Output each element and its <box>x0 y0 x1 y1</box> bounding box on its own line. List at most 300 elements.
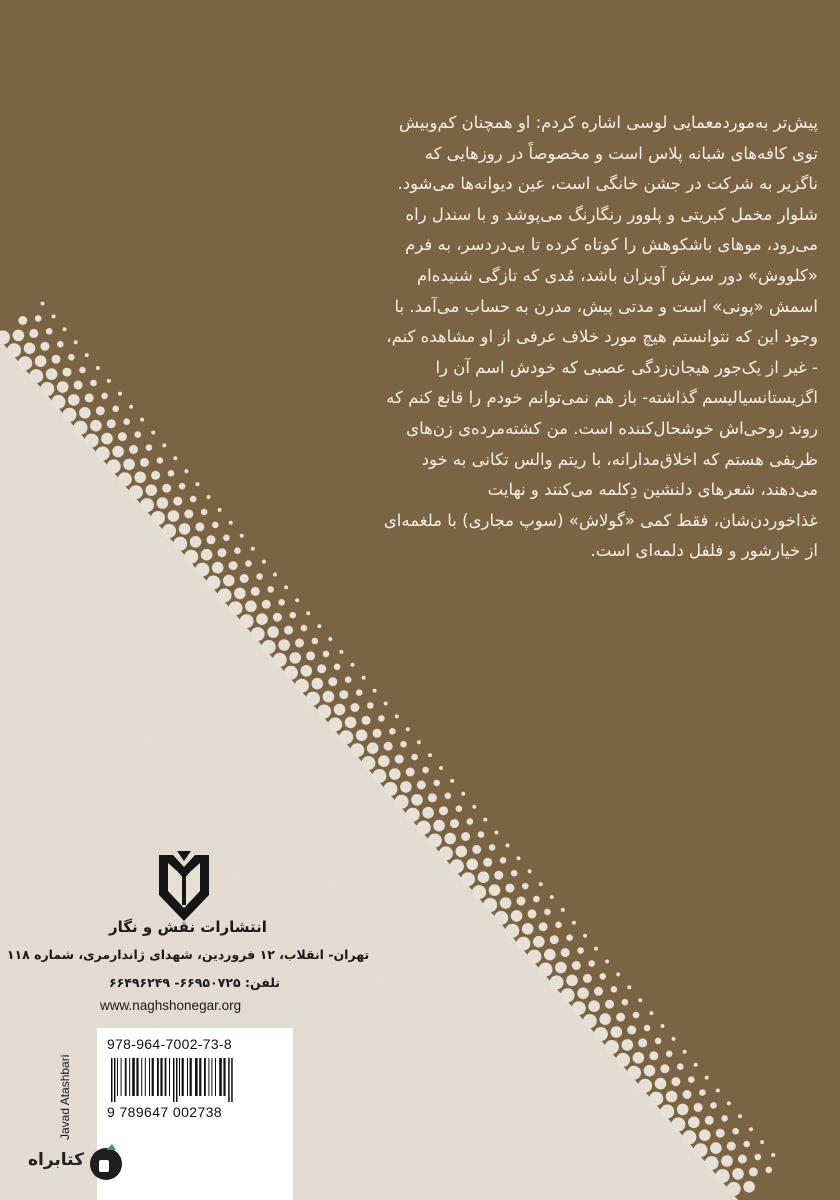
halftone-dot <box>339 730 353 744</box>
halftone-dot <box>406 808 420 822</box>
halftone-dot <box>162 484 171 493</box>
halftone-dot <box>627 1026 636 1035</box>
halftone-dot <box>638 998 642 1002</box>
halftone-dot <box>644 1065 656 1077</box>
halftone-dot <box>350 743 364 757</box>
halftone-dot <box>660 1064 669 1073</box>
halftone-dot <box>96 447 110 461</box>
blurb-line: غذاخوردن‌شان، فقط کمی «گولاش» (سوپ مجاری) با ملغمه‌ای <box>383 510 818 530</box>
halftone-dot <box>79 407 91 419</box>
halftone-dot <box>129 485 143 499</box>
halftone-dot <box>533 936 545 948</box>
halftone-dot <box>627 1066 641 1080</box>
halftone-dot <box>13 330 25 342</box>
blurb-line: توی کافه‌های شبانه پلاس است و مخصوصاً در روزهایی که <box>424 143 818 163</box>
blurb-line: می‌دهند، شعرهای دلنشین دِکلمه می‌کنند و نهایت <box>487 480 818 500</box>
barcode-bar <box>169 1058 170 1096</box>
halftone-dot <box>118 432 127 441</box>
halftone-dot <box>749 1167 758 1176</box>
halftone-dot <box>212 522 219 529</box>
halftone-dot <box>118 392 122 396</box>
blurb-line: پیش‌تر به‌موردمعمایی لوسی اشاره کردم: او همچنان کم‌وبیش <box>398 113 818 132</box>
halftone-dot <box>583 974 592 983</box>
halftone-dot <box>649 1051 658 1060</box>
halftone-dot <box>428 793 437 802</box>
halftone-dot <box>140 498 154 512</box>
halftone-dot <box>622 999 629 1006</box>
halftone-dot <box>378 715 385 722</box>
halftone-dot <box>710 1142 722 1154</box>
halftone-dot <box>184 550 198 564</box>
blurb-line: شلوار مخمل کبریتی و پلوور رنگارنگ می‌پوشد و با سندل راه <box>405 204 818 224</box>
halftone-dot <box>35 355 47 367</box>
halftone-dot <box>190 536 202 548</box>
halftone-dot <box>168 470 175 477</box>
halftone-dot <box>583 934 587 938</box>
halftone-dot <box>671 1117 685 1131</box>
halftone-dot <box>79 367 86 374</box>
barcode-bar <box>160 1058 162 1096</box>
halftone-dot <box>40 382 54 396</box>
halftone-dot <box>312 638 319 645</box>
halftone-dot <box>301 665 313 677</box>
halftone-dot <box>467 859 479 871</box>
halftone-dot <box>422 767 429 774</box>
halftone-dot <box>727 1142 736 1151</box>
halftone-dot <box>328 677 337 686</box>
halftone-dot <box>85 353 89 357</box>
halftone-dot <box>688 1076 695 1083</box>
halftone-dot <box>63 408 77 422</box>
designer-credit: Javad Atashbari <box>58 1054 72 1140</box>
publisher-logo-icon <box>155 845 213 923</box>
halftone-dot <box>616 972 620 976</box>
halftone-dot <box>721 1115 728 1122</box>
halftone-dot <box>566 934 573 941</box>
halftone-dot <box>771 1153 775 1157</box>
halftone-dot <box>345 717 357 729</box>
halftone-dot <box>699 1129 711 1141</box>
halftone-dot <box>528 869 532 873</box>
halftone-dot <box>184 510 193 519</box>
halftone-dot <box>444 833 456 845</box>
halftone-dot <box>644 1025 651 1032</box>
halftone-dot <box>328 717 342 731</box>
halftone-dot <box>472 805 476 809</box>
barcode-bar <box>187 1058 188 1096</box>
halftone-dot <box>179 483 186 490</box>
halftone-dot <box>372 769 386 783</box>
halftone-dot <box>245 560 252 567</box>
halftone-dot <box>123 418 130 425</box>
halftone-dot <box>284 666 298 680</box>
halftone-dot <box>599 1013 611 1025</box>
halftone-dot <box>456 805 463 812</box>
halftone-dot <box>212 562 224 574</box>
halftone-dot <box>85 434 99 448</box>
halftone-dot <box>295 598 299 602</box>
halftone-dot <box>389 728 396 735</box>
halftone-dot <box>195 563 209 577</box>
halftone-dot <box>406 727 410 731</box>
barcode-bar <box>117 1058 118 1096</box>
halftone-dot <box>467 818 474 825</box>
halftone-dot <box>146 484 158 496</box>
halftone-dot <box>594 987 603 996</box>
barcode-bar <box>195 1058 198 1096</box>
halftone-dot <box>522 923 534 935</box>
barcode-bar <box>125 1058 127 1096</box>
halftone-dot <box>555 962 567 974</box>
halftone-dot <box>561 948 570 957</box>
halftone-dot <box>439 846 453 860</box>
halftone-dot <box>527 950 541 964</box>
halftone-dot <box>577 947 584 954</box>
halftone-dot <box>356 730 368 742</box>
halftone-dot <box>494 911 508 925</box>
halftone-dot <box>450 779 454 783</box>
halftone-dot <box>395 714 399 718</box>
halftone-dot <box>57 381 69 393</box>
halftone-dot <box>256 573 263 580</box>
halftone-dot <box>461 792 465 796</box>
barcode-bar <box>182 1058 184 1096</box>
barcode-bar <box>141 1058 142 1096</box>
halftone-dot <box>611 986 618 993</box>
halftone-dot <box>328 637 332 641</box>
halftone-dot <box>550 975 564 989</box>
halftone-dot <box>295 639 304 648</box>
halftone-dot <box>517 856 521 860</box>
barcode-bar <box>208 1058 209 1096</box>
halftone-dot <box>162 443 166 447</box>
halftone-dot <box>505 924 519 938</box>
halftone-dot <box>755 1154 762 1161</box>
halftone-dot <box>500 857 507 864</box>
halftone-dot <box>306 611 310 615</box>
halftone-dot <box>68 394 80 406</box>
halftone-dot <box>417 740 421 744</box>
halftone-dot <box>743 1141 750 1148</box>
barcode-bar <box>215 1058 216 1096</box>
blurb-line: از خیارشور و فلفل دلمه‌ای است. <box>590 541 818 561</box>
publisher-address: تهران- انقلاب، ۱۲ فروردین، شهدای ژاندارمری، شماره ۱۱۸ <box>6 947 370 962</box>
halftone-dot <box>151 471 160 480</box>
halftone-dot <box>716 1169 730 1183</box>
halftone-dot <box>290 612 297 619</box>
halftone-dot <box>688 1117 700 1129</box>
halftone-dot <box>594 947 598 951</box>
halftone-dot <box>450 859 464 873</box>
halftone-dot <box>240 614 254 628</box>
halftone-dot <box>134 472 146 484</box>
halftone-dot <box>362 716 371 725</box>
publisher-name: انتشارات نقش و نگار <box>109 918 267 936</box>
halftone-dot <box>312 678 324 690</box>
halftone-dot <box>666 1091 678 1103</box>
barcode-digits: 9 789647 002738 <box>107 1104 222 1120</box>
halftone-dot <box>179 523 191 535</box>
halftone-dot <box>494 871 503 880</box>
halftone-dot <box>400 741 407 748</box>
halftone-dot <box>267 626 279 638</box>
halftone-dot <box>157 457 164 464</box>
halftone-dot <box>622 1039 634 1051</box>
halftone-dot <box>229 521 233 525</box>
halftone-dot <box>605 1000 614 1009</box>
halftone-dot <box>18 356 32 370</box>
halftone-dot <box>494 831 498 835</box>
halftone-dot <box>317 624 321 628</box>
halftone-dot <box>539 882 543 886</box>
halftone-dot <box>18 316 27 325</box>
halftone-dot <box>461 872 475 886</box>
halftone-dot <box>522 883 529 890</box>
barcode-bar <box>157 1058 159 1096</box>
halftone-dot <box>35 315 42 322</box>
blurb-line: روند روحی‌اش خوشحال‌کننده است. من کشته‌مرده‌ی زن‌های <box>406 418 818 438</box>
halftone-dot <box>373 689 377 693</box>
halftone-dot <box>478 831 485 838</box>
halftone-dot <box>74 340 78 344</box>
halftone-dot <box>677 1063 684 1070</box>
halftone-dot <box>41 302 45 306</box>
ketabrah-label: کتابراه <box>27 1150 84 1170</box>
barcode-bar <box>231 1058 233 1102</box>
halftone-dot <box>52 355 61 364</box>
halftone-dot <box>295 679 309 693</box>
halftone-dot <box>544 949 556 961</box>
halftone-dot <box>732 1168 744 1180</box>
halftone-dot <box>334 664 341 671</box>
halftone-dot <box>29 329 38 338</box>
halftone-dot <box>201 509 208 516</box>
halftone-dot <box>63 327 67 331</box>
halftone-dot <box>96 406 105 415</box>
barcode-bar <box>204 1058 206 1096</box>
halftone-dot <box>218 588 232 602</box>
halftone-dot <box>229 561 238 570</box>
halftone-dot <box>323 651 330 658</box>
halftone-dot <box>118 472 132 486</box>
halftone-dot <box>207 495 211 499</box>
halftone-dot <box>572 921 576 925</box>
halftone-dot <box>638 1038 647 1047</box>
halftone-dot <box>74 381 83 390</box>
halftone-dot <box>345 676 352 683</box>
halftone-dot <box>616 1053 630 1067</box>
publisher-website[interactable]: www.naghshonegar.org <box>100 998 242 1013</box>
halftone-dot <box>666 1051 673 1058</box>
halftone-dot <box>694 1143 708 1157</box>
halftone-dot <box>533 896 540 903</box>
halftone-dot <box>361 756 375 770</box>
halftone-dot <box>661 1024 665 1028</box>
halftone-dot <box>384 742 393 751</box>
halftone-dot <box>68 354 75 361</box>
halftone-dot <box>516 937 530 951</box>
halftone-dot <box>129 405 133 409</box>
halftone-dot <box>129 445 138 454</box>
halftone-dot <box>234 588 246 600</box>
halftone-dot <box>655 1038 662 1045</box>
halftone-dot <box>317 705 331 719</box>
halftone-dot <box>633 1012 640 1019</box>
halftone-dot <box>411 794 423 806</box>
halftone-dot <box>256 613 268 625</box>
halftone-dot <box>588 960 595 967</box>
halftone-dot <box>157 497 169 509</box>
halftone-dot <box>605 960 609 964</box>
barcode-bar <box>145 1058 146 1096</box>
halftone-dot <box>716 1129 725 1138</box>
halftone-dot <box>289 652 301 664</box>
barcode-bar <box>173 1058 175 1102</box>
halftone-dot <box>505 884 514 893</box>
halftone-dot <box>478 871 490 883</box>
halftone-dot <box>694 1063 698 1067</box>
halftone-dot <box>450 819 459 828</box>
halftone-dot <box>206 576 220 590</box>
halftone-dot <box>240 534 244 538</box>
halftone-dot <box>694 1103 703 1112</box>
halftone-dot <box>749 1127 753 1131</box>
halftone-dot <box>384 782 398 796</box>
barcode-bar <box>121 1058 122 1096</box>
halftone-dot <box>705 1076 709 1080</box>
halftone-dot <box>46 368 58 380</box>
halftone-dot <box>57 341 64 348</box>
halftone-dot <box>135 431 142 438</box>
halftone-dot <box>705 1156 719 1170</box>
halftone-dot <box>594 1027 608 1041</box>
halftone-dot <box>301 625 308 632</box>
halftone-dot <box>766 1167 773 1174</box>
blurb-line: - غیر از یک‌جور هیجان‌زدگی عصبی که خودش اسم آن را <box>435 357 818 377</box>
halftone-dot <box>561 908 565 912</box>
halftone-dot <box>40 342 49 351</box>
halftone-dot <box>107 379 111 383</box>
blurb-line: ناگزیر به شرکت در جشن خانگی است، عین دیوانه‌ها می‌شود. <box>397 174 818 194</box>
halftone-dot <box>234 547 241 554</box>
halftone-dot <box>395 795 409 809</box>
halftone-dot <box>422 807 434 819</box>
halftone-dot <box>63 368 72 377</box>
halftone-dot <box>732 1128 739 1135</box>
halftone-dot <box>671 1077 680 1086</box>
halftone-dot <box>90 380 97 387</box>
halftone-dot <box>660 1105 674 1119</box>
halftone-dot <box>483 858 492 867</box>
halftone-dot <box>539 922 548 931</box>
halftone-dot <box>483 898 497 912</box>
halftone-dot <box>400 781 412 793</box>
halftone-dot <box>223 575 235 587</box>
halftone-dot <box>705 1116 714 1125</box>
barcode-bar <box>179 1058 180 1096</box>
barcode-bar <box>190 1058 192 1096</box>
halftone-dot <box>472 845 481 854</box>
halftone-dot <box>550 895 554 899</box>
halftone-dot <box>743 1181 755 1193</box>
halftone-dot <box>367 742 379 754</box>
halftone-dot <box>350 703 359 712</box>
halftone-dot <box>627 985 631 989</box>
halftone-dot <box>140 458 149 467</box>
halftone-dot <box>489 844 496 851</box>
barcode-bar <box>211 1058 212 1096</box>
halftone-dot <box>29 369 43 383</box>
halftone-dot <box>146 444 153 451</box>
halftone-dot <box>284 585 288 589</box>
halftone-dot <box>389 768 401 780</box>
halftone-dot <box>544 909 551 916</box>
halftone-dot <box>229 601 243 615</box>
halftone-dot <box>417 780 426 789</box>
halftone-dot <box>561 988 575 1002</box>
halftone-dot <box>96 366 100 370</box>
halftone-dot <box>439 806 448 815</box>
halftone-dot <box>74 421 88 435</box>
halftone-dot <box>195 522 204 531</box>
halftone-dot <box>218 508 222 512</box>
blurb-line: «کلووش» دور سرش آویزان باشد، مُدی که تازگی شنیده‌ام <box>416 265 818 285</box>
halftone-dot <box>672 1037 676 1041</box>
halftone-dot <box>411 754 418 761</box>
halftone-dot <box>339 690 348 699</box>
halftone-dot <box>433 820 445 832</box>
halftone-dot <box>577 988 589 1000</box>
halftone-dot <box>273 613 282 622</box>
halftone-dot <box>284 626 293 635</box>
halftone-dot <box>727 1101 731 1105</box>
halftone-dot <box>356 689 363 696</box>
halftone-dot <box>655 1078 667 1090</box>
halftone-dot <box>190 496 197 503</box>
halftone-dot <box>168 510 180 522</box>
barcode-bar <box>149 1058 150 1096</box>
halftone-dot <box>273 573 277 577</box>
halftone-dot <box>600 973 607 980</box>
halftone-dot <box>511 870 518 877</box>
ketabrah-watermark <box>8 1136 128 1188</box>
halftone-dot <box>588 1000 600 1012</box>
halftone-dot <box>351 663 355 667</box>
halftone-dot <box>262 600 271 609</box>
halftone-dot <box>738 1155 747 1164</box>
halftone-dot <box>760 1140 764 1144</box>
halftone-dot <box>278 599 285 606</box>
halftone-dot <box>306 692 320 706</box>
halftone-dot <box>262 560 266 564</box>
publisher-phone: تلفن: ۶۶۹۵۰۷۲۵- ۶۶۴۹۶۲۴۹ <box>108 975 280 990</box>
halftone-dot <box>52 314 56 318</box>
halftone-dot <box>572 961 581 970</box>
halftone-dot <box>367 702 374 709</box>
halftone-dot <box>710 1102 717 1109</box>
halftone-dot <box>207 535 216 544</box>
halftone-dot <box>251 627 265 641</box>
halftone-dot <box>101 393 108 400</box>
halftone-dot <box>682 1130 696 1144</box>
barcode-bar <box>228 1058 230 1102</box>
halftone-dot <box>572 1001 586 1015</box>
halftone-dot <box>262 640 276 654</box>
halftone-dot <box>373 729 382 738</box>
barcode-bar <box>129 1058 130 1096</box>
halftone-dot <box>7 343 21 357</box>
halftone-dot <box>334 704 346 716</box>
